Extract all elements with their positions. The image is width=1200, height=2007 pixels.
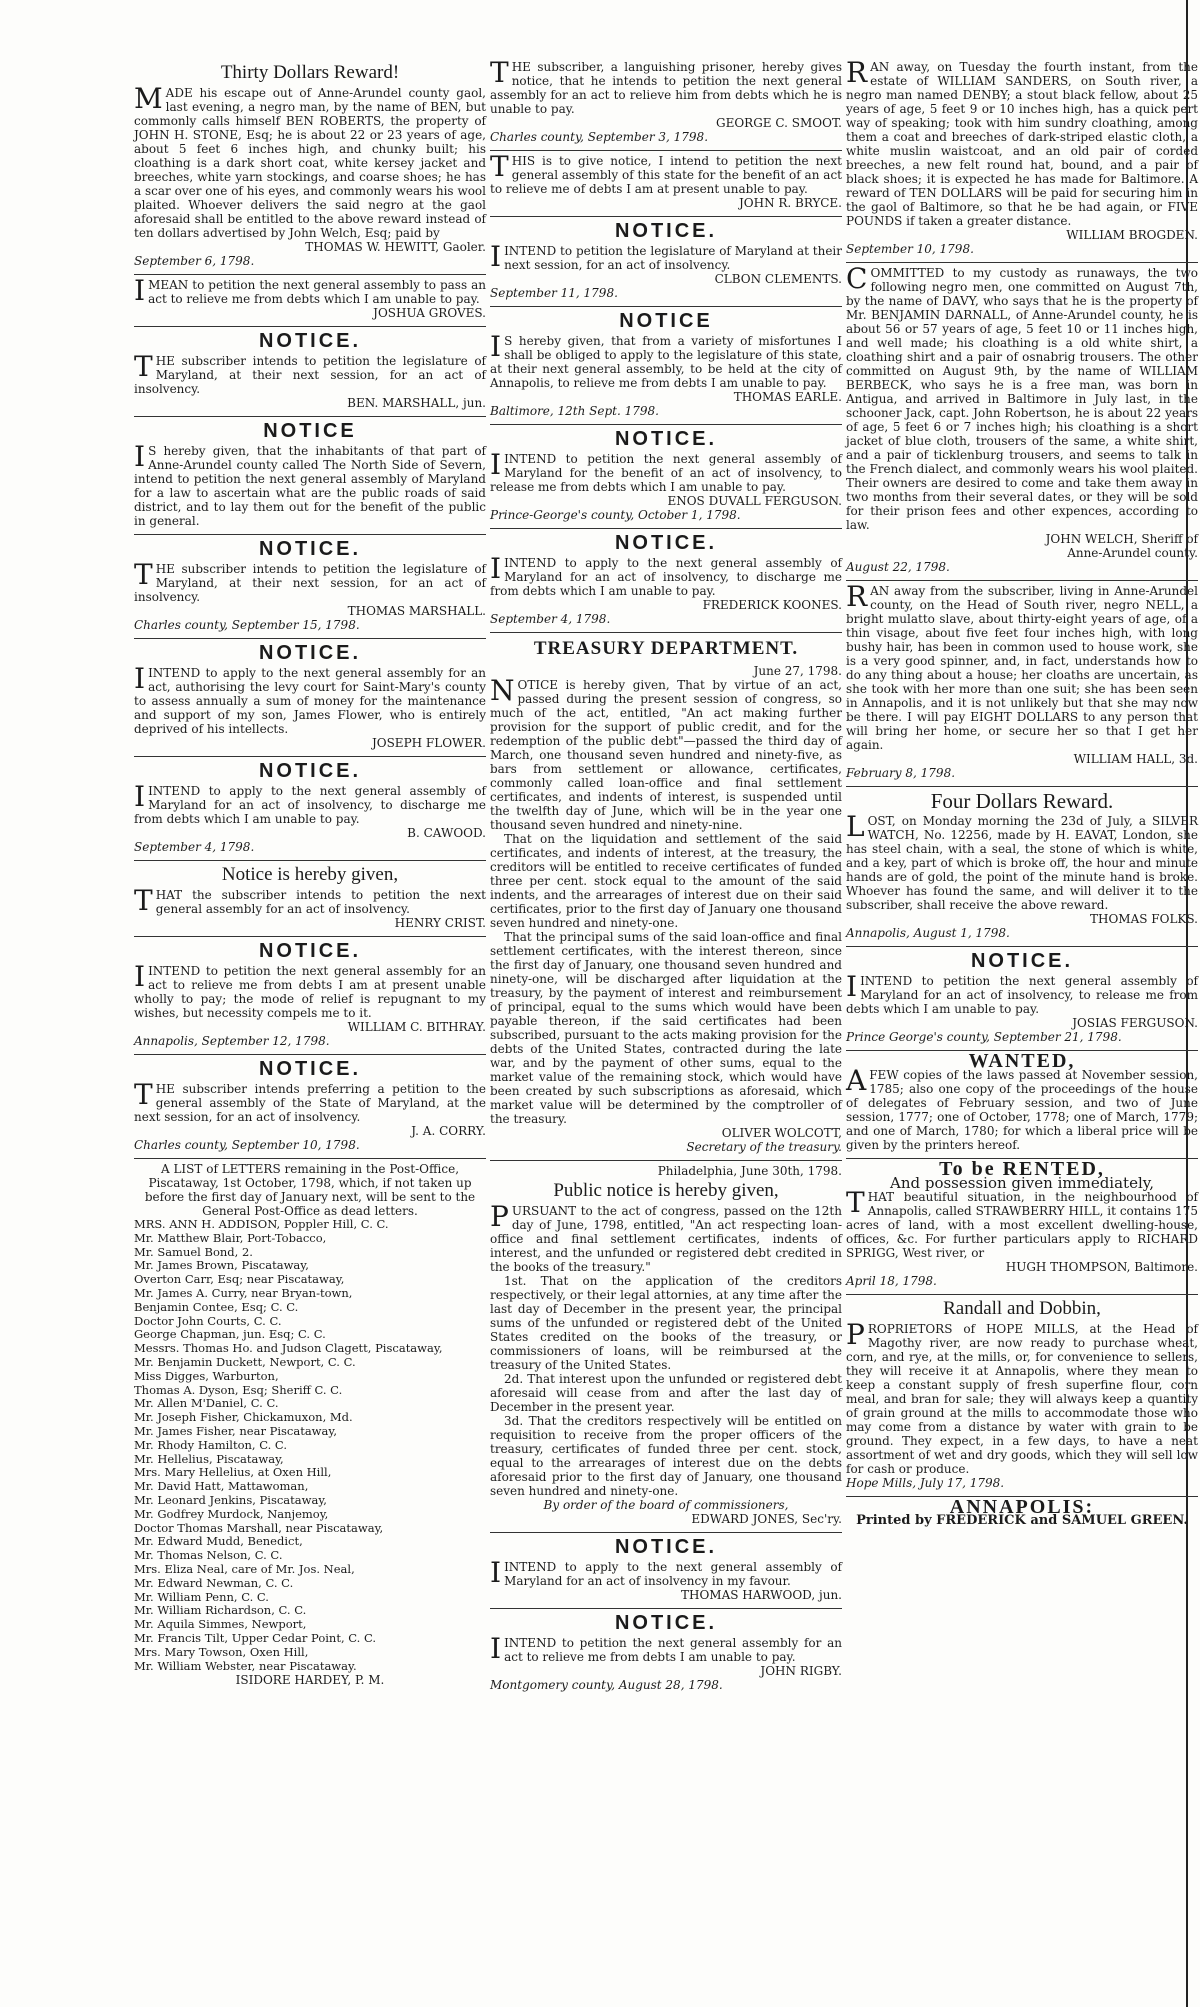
- ad-title: Notice is hereby given,: [221, 864, 399, 885]
- ad-signature: J. A. CORRY.: [411, 1124, 486, 1138]
- ad-paragraph-3: That the principal sums of the said loan-office and final settlement certificates, with the interest thereon, since the first day of January, one thousand seven hundred and ninety-one, will be discharged after liquidation at the treasury, by the payment of interest and reimbursement of principal, equal to the sums which would have been payable thereon, if the said certificates had been subscribed, pursuant to the acts making provision for the debts of the United States, contracted during the late war, and by the payment of other sums, equal to the market value of the remaining stock, which would have been created by such subscriptions as aforesaid, which market value will be determined by the comptroller of the treasury.: [490, 930, 842, 1126]
- divider: [134, 860, 486, 861]
- ad-signature: JOHN RIGBY.: [760, 1664, 842, 1678]
- letter-entry: Mr. Rhody Hamilton, C. C.: [134, 1437, 287, 1452]
- marshall-jun-notice: [134, 330, 486, 410]
- committed-ad: [846, 262, 1198, 574]
- letter-entry: Mrs. Mary Towson, Oxen Hill,: [134, 1644, 309, 1659]
- ad-date: Montgomery county, August 28, 1798.: [490, 1678, 723, 1692]
- ad-title: NOTICE.: [258, 940, 362, 962]
- ad-body: THAT the subscriber intends to petition the next general assembly for an act of insolvency.: [134, 884, 486, 917]
- letter-entry: Mr. William Webster, near Piscataway.: [134, 1658, 357, 1673]
- ad-paragraph-1: NOTICE is hereby given, That by virtue of an act, passed during the present session of congress, so much of the act, entitled, "An act making further provision for the support of public credit, and for the redemption of the public debt"—passed the third day of March, one thousand seven hundred and ninety-five, as bars from settlement or allowance, certificates, commonly called loan-office and final settlement certificates, and indents of interest, is suspended until the twelfth day of June, which will be in the year one thousand seven hundred and ninety-nine.: [490, 674, 842, 832]
- letter-entry: Mr. Matthew Blair, Port-Tobacco,: [134, 1230, 327, 1245]
- letter-entry: Mr. James Brown, Piscataway,: [134, 1258, 309, 1273]
- letter-entry: Mr. James A. Curry, near Bryan-town,: [134, 1285, 353, 1300]
- ad-signature: CLBON CLEMENTS.: [714, 272, 842, 286]
- divider: [490, 1608, 842, 1609]
- ad-signature: EDWARD JONES, Sec'ry.: [691, 1512, 842, 1526]
- ad-title: Thirty Dollars Reward!: [220, 62, 400, 83]
- letter-entry: Mr. Thomas Nelson, C. C.: [134, 1548, 283, 1563]
- ad-signature: OLIVER WOLCOTT,: [721, 1126, 842, 1140]
- ad-body: IINTEND to petition the next general assembly for an act to relieve me from debts I am unable to pay.: [490, 1632, 842, 1665]
- divider: [134, 416, 486, 417]
- letter-entry: MRS. ANN H. ADDISON, Poppler Hill, C. C.: [134, 1217, 389, 1231]
- divider: [490, 150, 842, 151]
- ad-date: Charles county, September 10, 1798.: [134, 1138, 360, 1152]
- ad-signature: THOMAS HARWOOD, jun.: [680, 1588, 842, 1602]
- ad-signature: THOMAS W. HEWITT, Gaoler.: [305, 240, 486, 254]
- ad-paragraph-1: PURSUANT to the act of congress, passed on the 12th day of June, 1798, entitled, "An act respecting loan-office and final settlement certificates, indents of interest, and the unfunded or registered debt credited in the books of the treasury.": [490, 1200, 842, 1274]
- ad-paragraph-3: 2d. That interest upon the unfunded or registered debt aforesaid will cease from and after the last day of December in the present year.: [490, 1372, 842, 1414]
- ad-body: COMMITTED to my custody as runaways, the two following negro men, one committed on August 7th, by the name of DAVY, who says that he is the property of Mr. BENJAMIN DARNALL, of Anne-Arundel county, he is about 56 or 57 years of age, 5 feet 10 or 11 inches high, and well made; his cloathing is a old white shirt, a cloathing shirt and a pair of osnabrig trousers. The other committed on August 9th, by the name of WILLIAM BERBECK, who says he is a free man, was born in Antigua, and arrived in Baltimore in July last, in the schooner Jack, capt. John Robertson, he is about 22 years of age, 5 feet 6 or 7 inches high; his cloathing is a short jacket of blue cloth, trousers of the same, a white shirt, and a pair of ticklenburg trousers, and seems to talk in the French dialect, and commonly wears his wool plaited. Their owners are desired to come and take them away in two months from their several dates, or they will be sold for their prison fees and other expences, according to law.: [846, 262, 1198, 532]
- ad-body: IINTEND to petition the next general assembly of Maryland for an act of insolvency, to release me from debts which I am unable to pay.: [846, 970, 1198, 1016]
- ad-body: MADE his escape out of Anne-Arundel county gaol, last evening, a negro man, by the name of BEN, but commonly calls himself BEN ROBERTS, the property of JOHN H. STONE, Esq; he is about 22 or 23 years of age, about 5 feet 6 inches high, and chunky built; his cloathing is a dark short coat, white kersey jacket and breeches, white yarn stockings, and coarse shoes; he has a scar over one of his eyes, and commonly wears his wool plaited. Whoever delivers the said negro at the gaol aforesaid shall be entitled to the above reward instead of ten dollars advertised by John Welch, Esq; paid by: [134, 82, 486, 240]
- ad-signature: ENOS DUVALL FERGUSON.: [667, 494, 842, 508]
- letter-entry: Mr. Hellelius, Piscataway,: [134, 1451, 284, 1466]
- ad-body: IINTEND to petition the legislature of Maryland at their next session, for an act of insolvency.: [490, 240, 842, 273]
- public-notice: [490, 1164, 842, 1526]
- ad-signature: B. CAWOOD.: [407, 826, 486, 840]
- divider: [846, 1294, 1198, 1295]
- ad-date: Charles county, September 15, 1798.: [134, 618, 360, 632]
- ad-title: NOTICE.: [258, 330, 362, 352]
- ad-date: September 4, 1798.: [490, 612, 611, 626]
- ad-signature: JOSHUA GROVES.: [373, 306, 486, 320]
- letter-entry: Mr. Leonard Jenkins, Piscataway,: [134, 1492, 327, 1507]
- ad-date: Charles county, September 3, 1798.: [490, 130, 709, 144]
- ad-title: Public notice is hereby given,: [553, 1180, 779, 1201]
- divider: [490, 528, 842, 529]
- divider: [846, 946, 1198, 947]
- randall-dobbin-ad: [846, 1298, 1198, 1490]
- e-ferguson-notice: [490, 428, 842, 522]
- ad-title: WANTED,: [968, 1050, 1076, 1072]
- ad-signature: GEORGE C. SMOOT.: [716, 116, 842, 130]
- ad-body: RAN away from the subscriber, living in Anne-Arundel county, on the Head of South river, negro NELL, a bright mulatto slave, about thirty-eight years of age, of a thin visage, about five feet four inches high, with long bushy hair, has been in common used to house work, she is a very good spinner, and, in fact, understands how to do any thing about a house; her cloaths are uncertain, as she took with her more than one suit; she has been seen in Annapolis, and it is not unlikely but that she may now be there. I will pay EIGHT DOLLARS to any person that will bring her home, or secure her so that I get her again.: [846, 580, 1198, 752]
- divider: [490, 216, 842, 217]
- ad-title: NOTICE.: [258, 538, 362, 560]
- ad-signature: THOMAS FOLKS.: [1090, 912, 1198, 926]
- ad-date: September 6, 1798.: [134, 254, 255, 268]
- ad-body: THE subscriber, a languishing prisoner, hereby gives notice, that he intends to petition the next general assembly for an act to relieve him from debts which he is unable to pay.: [490, 56, 842, 116]
- harwood-notice: [490, 1536, 842, 1602]
- divider: [490, 424, 842, 425]
- letter-entry: Mr. William Penn, C. C.: [134, 1589, 269, 1604]
- letter-entry: Overton Carr, Esq; near Piscataway,: [134, 1272, 345, 1287]
- letter-entry: Benjamin Contee, Esq; C. C.: [134, 1299, 299, 1314]
- divider: [134, 1158, 486, 1159]
- ad-body: IS hereby given, that the inhabitants of that part of Anne-Arundel county called The North Side of Severn, intend to petition the next general assembly of Maryland for a law to ascertain what are the public roads of said district, and to lay them out for the benefit of the public in general.: [134, 440, 486, 528]
- wanted-ad: [846, 1050, 1198, 1152]
- letter-entry: Miss Digges, Warburton,: [134, 1368, 279, 1383]
- corry-notice: [134, 1058, 486, 1152]
- divider: [134, 638, 486, 639]
- ad-body: IINTEND to petition the next general assembly for an act to relieve me from debts I am at present unable wholly to pay; the mode of relief is repugnant to my wishes, but necessity compels me to it.: [134, 960, 486, 1020]
- groves-notice: [134, 274, 486, 320]
- ad-signature-title: Secretary of the treasury.: [686, 1140, 842, 1154]
- letter-entry: Mr. Edward Mudd, Benedict,: [134, 1534, 303, 1549]
- ad-date: Hope Mills, July 17, 1798.: [846, 1476, 1005, 1490]
- letter-entry: Mr. Francis Tilt, Upper Cedar Point, C. C.: [134, 1630, 376, 1645]
- north-side-notice: [134, 420, 486, 528]
- column-right: [846, 56, 1198, 1534]
- divider: [134, 936, 486, 937]
- ad-date: Prince-George's county, October 1, 1798.: [490, 508, 741, 522]
- letters-signature: ISIDORE HARDEY, P. M.: [235, 1673, 385, 1688]
- letter-entry: Doctor Thomas Marshall, near Piscataway,: [134, 1520, 384, 1535]
- letter-entry: Mr. Edward Newman, C. C.: [134, 1575, 294, 1590]
- ad-paragraph-2: 1st. That on the application of the creditors respectively, or their legal attornies, at any time after the last day of December in the present year, the principal sums of the unfunded or registered debt of the United States credited on the books of the treasury, or commissioners of loans, will be reimbursed at the treasury of the United States.: [490, 1274, 842, 1372]
- rigby-notice: [490, 1612, 842, 1692]
- ad-subtitle: And possession given immediately,: [889, 1174, 1155, 1192]
- rented-ad: [846, 1158, 1198, 1288]
- ad-title: NOTICE.: [970, 950, 1074, 972]
- imprint: [846, 1496, 1198, 1528]
- ad-body: RAN away, on Tuesday the fourth instant, from the estate of WILLIAM SANDERS, on South river, a negro man named DENBY; a stout black fellow, about 25 years of age, 5 feet 9 or 10 inches high, has a quick pert way of speaking; took with him sundry cloathing, among them a coat and breeches of dark-striped elastic cloth, a white muslin waistcoat, and an old pair of corded breeches, a new felt round hat, bound, and a pair of black shoes; it is expected he has made for Baltimore. A reward of TEN DOLLARS will be paid for securing him in the gaol of Baltimore, so that he be had again, or FIVE POUNDS if taken a greater distance.: [846, 56, 1198, 228]
- ad-title: NOTICE.: [614, 220, 718, 242]
- ad-title: Four Dollars Reward.: [930, 789, 1114, 813]
- letter-entry: Doctor John Courts, C. C.: [134, 1313, 282, 1328]
- letter-entry: Thomas A. Dyson, Esq; Sheriff C. C.: [134, 1382, 343, 1397]
- ad-body: IMEAN to petition the next general assembly to pass an act to relieve me from debts which I am unable to pay.: [134, 274, 486, 307]
- divider: [134, 274, 486, 275]
- ad-title: NOTICE.: [258, 760, 362, 782]
- divider: [846, 786, 1198, 787]
- treasury-notice: [490, 636, 842, 1154]
- ad-order-line: By order of the board of commissioners,: [543, 1498, 789, 1512]
- ad-title: NOTICE.: [614, 428, 718, 450]
- ad-signature: JOSIAS FERGUSON.: [1072, 1016, 1198, 1030]
- ad-signature: JOHN R. BRYCE.: [738, 196, 842, 210]
- ad-signature: WILLIAM BROGDEN.: [1066, 228, 1198, 242]
- ad-title: NOTICE.: [614, 1612, 718, 1634]
- letter-entry: Mr. Aquila Simmes, Newport,: [134, 1617, 307, 1632]
- ad-date: Baltimore, 12th Sept. 1798.: [490, 404, 659, 418]
- ad-body: IS hereby given, that from a variety of misfortunes I shall be obliged to apply to the legislature of this state, at their next general assembly, to be held at the city of Annapolis, to relieve me from debts I am unable to pay.: [490, 330, 842, 390]
- ad-paragraph-4: 3d. That the creditors respectively will be entitled on requisition to receive from the proper officers of the treasury, certificates of funded three per cent. stock, equal to the arrearages of interest due on the debts aforesaid prior to the first day of January, one thousand seven hundred and ninety-one.: [490, 1414, 842, 1498]
- ad-signature: JOSEPH FLOWER.: [371, 736, 486, 750]
- letter-entry: Mr. Joseph Fisher, Chickamuxon, Md.: [134, 1410, 353, 1425]
- ad-title: NOTICE.: [258, 1058, 362, 1080]
- letter-entry: Mr. Benjamin Duckett, Newport, C. C.: [134, 1354, 356, 1369]
- ad-body: THIS is to give notice, I intend to petition the next general assembly of this state for the benefit of an act to relieve me of debts I am at present unable to pay.: [490, 150, 842, 196]
- ad-dateline: Philadelphia, June 30th, 1798.: [657, 1164, 842, 1178]
- ad-body: PROPRIETORS of HOPE MILLS, at the Head of Magothy river, are now ready to purchase wheat, corn, and rye, at the mills, or, for convenience to sellers, they will receive it at Annapolis, where they mean to keep a constant supply of fresh superfine flour, corn meal, and bran for sale; they will always keep a quantity of grain ground at the mills to accommodate those who may come from a distance by water with grain to be ground. They expect, in a few days, to have a neat assortment of wet and dry goods, which they will sell low for cash or produce.: [846, 1318, 1198, 1476]
- divider: [846, 262, 1198, 263]
- divider: [134, 326, 486, 327]
- ad-signature-title: Anne-Arundel county.: [1067, 546, 1198, 560]
- ad-body: THE subscriber intends to petition the legislature of Maryland, at their next session, for an act of insolvency.: [134, 350, 486, 396]
- ad-body: IINTEND to apply to the next general assembly of Maryland for an act of insolvency in my favour.: [490, 1556, 842, 1589]
- letter-entry: Mr. David Hatt, Mattawoman,: [134, 1479, 309, 1494]
- ad-date: February 8, 1798.: [846, 766, 956, 780]
- j-ferguson-notice: [846, 950, 1198, 1044]
- ad-signature: FREDERICK KOONES.: [702, 598, 842, 612]
- letter-entry: Mr. William Richardson, C. C.: [134, 1603, 307, 1618]
- letter-entry: Mrs. Eliza Neal, care of Mr. Jos. Neal,: [134, 1561, 355, 1576]
- ad-signature: HUGH THOMPSON, Baltimore.: [1005, 1260, 1198, 1274]
- clements-notice: [490, 220, 842, 300]
- four-dollars-ad: [846, 790, 1198, 940]
- ad-date: Annapolis, September 12, 1798.: [134, 1034, 330, 1048]
- ad-body: IINTEND to apply to the next general assembly of Maryland for an act of insolvency, to discharge me from debts which I am unable to pay.: [134, 780, 486, 826]
- ad-body: THE subscriber intends to petition the legislature of Maryland, at their next session, for an act of insolvency.: [134, 558, 486, 604]
- letter-entry: Mr. Samuel Bond, 2.: [134, 1244, 253, 1259]
- smoot-notice: [490, 56, 842, 144]
- ad-date: April 18, 1798.: [846, 1274, 937, 1288]
- ad-title: TREASURY DEPARTMENT.: [533, 638, 799, 659]
- letter-entry: Mr. Allen M'Daniel, C. C.: [134, 1396, 279, 1411]
- bithray-notice: [134, 940, 486, 1048]
- bryce-notice: [490, 150, 842, 210]
- ad-date: Annapolis, August 1, 1798.: [846, 926, 1010, 940]
- flower-notice: [134, 642, 486, 750]
- ad-title: NOTICE: [619, 310, 713, 332]
- ad-title: NOTICE: [263, 420, 357, 442]
- ad-title: Randall and Dobbin,: [943, 1298, 1101, 1319]
- letter-entry: Mr. Godfrey Murdock, Nanjemoy,: [134, 1506, 329, 1521]
- ad-dateline: June 27, 1798.: [753, 664, 842, 678]
- ad-date: September 11, 1798.: [490, 286, 618, 300]
- crist-notice: [134, 864, 486, 930]
- letter-entry: Messrs. Thomas Ho. and Judson Clagett, Piscataway,: [134, 1341, 443, 1356]
- ad-date: August 22, 1798.: [846, 560, 950, 574]
- ad-title: NOTICE.: [614, 532, 718, 554]
- ad-title: NOTICE.: [258, 642, 362, 664]
- letter-entry: Mr. James Fisher, near Piscataway,: [134, 1423, 338, 1438]
- letters-list: [134, 1162, 486, 1687]
- ad-signature: WILLIAM C. BITHRAY.: [347, 1020, 486, 1034]
- ad-body: IINTEND to petition the next general assembly of Maryland for the benefit of an act of insolvency, to release me from debts which I am unable to pay.: [490, 448, 842, 494]
- letter-entry: George Chapman, jun. Esq; C. C.: [134, 1327, 326, 1342]
- ad-title: NOTICE.: [614, 1536, 718, 1558]
- ad-signature: HENRY CRIST.: [394, 916, 486, 930]
- divider: [490, 306, 842, 307]
- ad-body: THAT beautiful situation, in the neighbourhood of Annapolis, called STRAWBERRY HILL, it contains 175 acres of land, with a most excellent dwelling-house, offices, &c. For further particulars apply to RICHARD SPRIGG, West river, or: [846, 1186, 1198, 1260]
- ad-body: AFEW copies of the laws passed at November session, 1785; also one copy of the proceedings of the house of delegates of February session, and two of June session, 1777; one of October, 1778; one of March, 1779; and one of March, 1780; for which a liberal price will be given by the printers hereof.: [846, 1064, 1198, 1152]
- ad-title: To be RENTED,: [939, 1158, 1105, 1180]
- imprint-printers: Printed by FREDERICK and SAMUEL GREEN.: [856, 1513, 1188, 1528]
- letters-heading: A LIST of LETTERS remaining in the Post-Office, Piscataway, 1st October, 1798, which, if not taken up before the first day of January next, will be sent to the General Post-Office as dead letters.: [144, 1162, 476, 1218]
- divider: [490, 632, 842, 633]
- divider: [490, 1160, 842, 1161]
- cawood-notice: [134, 760, 486, 854]
- letters-entries: [134, 1218, 486, 1673]
- ad-signature: THOMAS EARLE.: [733, 390, 842, 404]
- divider: [134, 1054, 486, 1055]
- koones-notice: [490, 532, 842, 626]
- ad-signature: JOHN WELCH, Sheriff of: [1045, 532, 1198, 546]
- column-left: [134, 60, 486, 1693]
- ad-date: September 10, 1798.: [846, 242, 974, 256]
- divider: [490, 1532, 842, 1533]
- ad-date: Prince George's county, September 21, 1798.: [846, 1030, 1122, 1044]
- earle-notice: [490, 310, 842, 418]
- ad-signature: BEN. MARSHALL, jun.: [347, 396, 486, 410]
- letter-entry: Mrs. Mary Hellelius, at Oxen Hill,: [134, 1465, 332, 1480]
- imprint-city: ANNAPOLIS:: [949, 1496, 1095, 1518]
- denby-ad: [846, 56, 1198, 256]
- divider: [846, 580, 1198, 581]
- ad-date: September 4, 1798.: [134, 840, 255, 854]
- ad-body: IINTEND to apply to the next general assembly for an act, authorising the levy court for Saint-Mary's county to assess annually a sum of money for the maintenance and support of my son, James Flower, who is entirely deprived of his intellects.: [134, 662, 486, 736]
- t-marshall-notice: [134, 538, 486, 632]
- divider: [134, 534, 486, 535]
- nell-ad: [846, 580, 1198, 780]
- ad-body: IINTEND to apply to the next general assembly of Maryland for an act of insolvency, to discharge me from debts which I am unable to pay.: [490, 552, 842, 598]
- ad-body: LOST, on Monday morning the 23d of July, a SILVER WATCH, No. 12256, made by H. EAVAT, London, she has steel chain, with a seal, the stone of which is white, and a key, part of which is broke off, the hour and minute hands are of gold, the point of the minute hand is broke. Whoever has found the same, and will deliver it to the subscriber, shall receive the above reward.: [846, 810, 1198, 912]
- thirty-dollars-ad: [134, 62, 486, 268]
- ad-paragraph-2: That on the liquidation and settlement of the said certificates, and indents of interest, at the treasury, the creditors will be entitled to receive certificates of funded three per cent. stock equal to the amount of the said indents, and the arrearages of interest due on their said certificates, prior to the first day of January one thousand seven hundred and ninety-one.: [490, 832, 842, 930]
- ad-signature: THOMAS MARSHALL.: [347, 604, 486, 618]
- ad-signature: WILLIAM HALL, 3d.: [1073, 752, 1198, 766]
- divider: [134, 756, 486, 757]
- ad-body: THE subscriber intends preferring a petition to the general assembly of the State of Maryland, at the next session, for an act of insolvency.: [134, 1078, 486, 1124]
- column-middle: [490, 56, 842, 1698]
